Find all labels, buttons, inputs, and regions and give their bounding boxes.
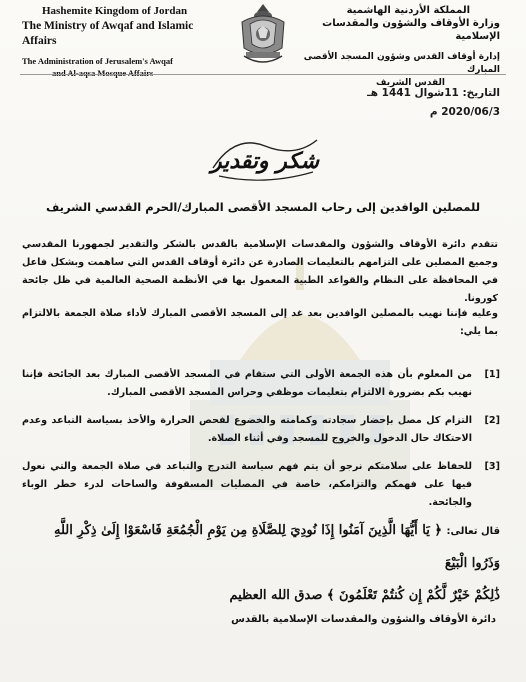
list-item-number: [2] <box>484 415 500 426</box>
paragraph-1: تتقدم دائرة الأوقاف والشؤون والمقدسات الإسلامية بالقدس بالشكر والتقدير لجمهورنا المقدسي وجميع المصلين على التزامهم بالتعليمات الصادرة عن دائرة أوقاف القدس التي ساهمت وبشكل فاعل في المحافظة على النظام والقواعد الطبية المعمول بها في الأنظمة الصحية العالمية في ظل جائحة كورونا. <box>22 239 498 304</box>
date-hijri: التاريخ: 11شوال 1441 هـ <box>367 87 500 99</box>
header-en-line4: and Al-aqsa Mosque Affairs <box>52 68 154 78</box>
letter-subtitle: للمصلين الوافدين إلى رحاب المسجد الأقصى المبارك/الحرم القدسي الشريف <box>45 200 481 214</box>
quran-verse <box>40 515 500 612</box>
verse-line-1: ﴿ يَا أَيُّهَا الَّذِينَ آمَنُوا إِذَا نُودِيَ لِلصَّلَاةِ مِن يَوْمِ الْجُمُعَةِ فَاسْعَوْا إِلَىٰ ذِكْرِ اللَّهِ وَذَرُوا الْبَيْعَ <box>54 523 500 571</box>
list-item-number: [1] <box>484 369 500 380</box>
paragraph-2: وعليه فإننا نهيب بالمصلين الوافدين بعد غد إلى المسجد الأقصى المبارك لأداء صلاة الجمعة بالالتزام بما يلي: <box>22 308 498 337</box>
verse-line-2: ذَٰلِكُمْ خَيْرٌ لَّكُمْ إِن كُنتُمْ تَعْلَمُونَ ﴾ صدق الله العظيم <box>229 588 500 603</box>
header-ar-line2: وزارة الأوقاف والشؤون والمقدسات الإسلامية <box>322 18 500 42</box>
date-block <box>300 84 500 122</box>
list-item-text: التزام كل مصل بإحضار سجادته وكمامته والخضوع لفحص الحرارة والأخذ بسياسة التباعد وعدم الاحتكاك حال الدخول والخروج للمسجد وفي أثناء الصلاة. <box>22 415 472 444</box>
list-item-3 <box>22 458 500 512</box>
letter-title: شكر وتقدير <box>210 148 320 174</box>
jordan-coat-of-arms-icon <box>236 2 290 68</box>
signature: دائرة الأوقاف والشؤون والمقدسات الإسلامية بالقدس <box>231 614 496 625</box>
header-arabic <box>290 4 500 89</box>
header-en-line3: The Administration of Jerusalem's Awqaf <box>22 56 173 66</box>
header-english <box>22 4 222 79</box>
verse-intro: قال تعالى: <box>446 526 500 537</box>
header-en-line2: The Ministry of Awqaf and Islamic Affairs <box>22 20 194 47</box>
list-item-text: من المعلوم بأن هذه الجمعة الأولى التي ستقام في المسجد الأقصى المبارك بعد الجائحة فإننا نهيب بكم بضرورة الالتزام بتعليمات موظفي وحراس المسجد الأقصى المبارك. <box>22 369 472 398</box>
header-divider <box>20 74 506 75</box>
header-en-line1: Hashemite Kingdom of Jordan <box>42 5 188 17</box>
list-item-1 <box>22 366 500 402</box>
header-ar-line3: إدارة أوقاف القدس وشؤون المسجد الأقصى المبارك <box>303 52 500 75</box>
header-ar-line1: المملكة الأردنية الهاشمية <box>346 5 470 16</box>
list-item-text: للحفاظ على سلامتكم نرجو أن يتم فهم سياسة التدرج والتباعد في صلاة الجمعة والتي نعول فيها على فهمكم والتزامكم، خاصة في المصليات المسقوفة والساحات لدرء خطر الوباء والجائحة. <box>22 461 472 508</box>
list-item-2 <box>22 412 500 448</box>
header-ar-line4: القدس الشريف <box>375 78 445 88</box>
date-gregorian: 2020/06/3 م <box>429 106 500 118</box>
list-item-number: [3] <box>484 461 500 472</box>
